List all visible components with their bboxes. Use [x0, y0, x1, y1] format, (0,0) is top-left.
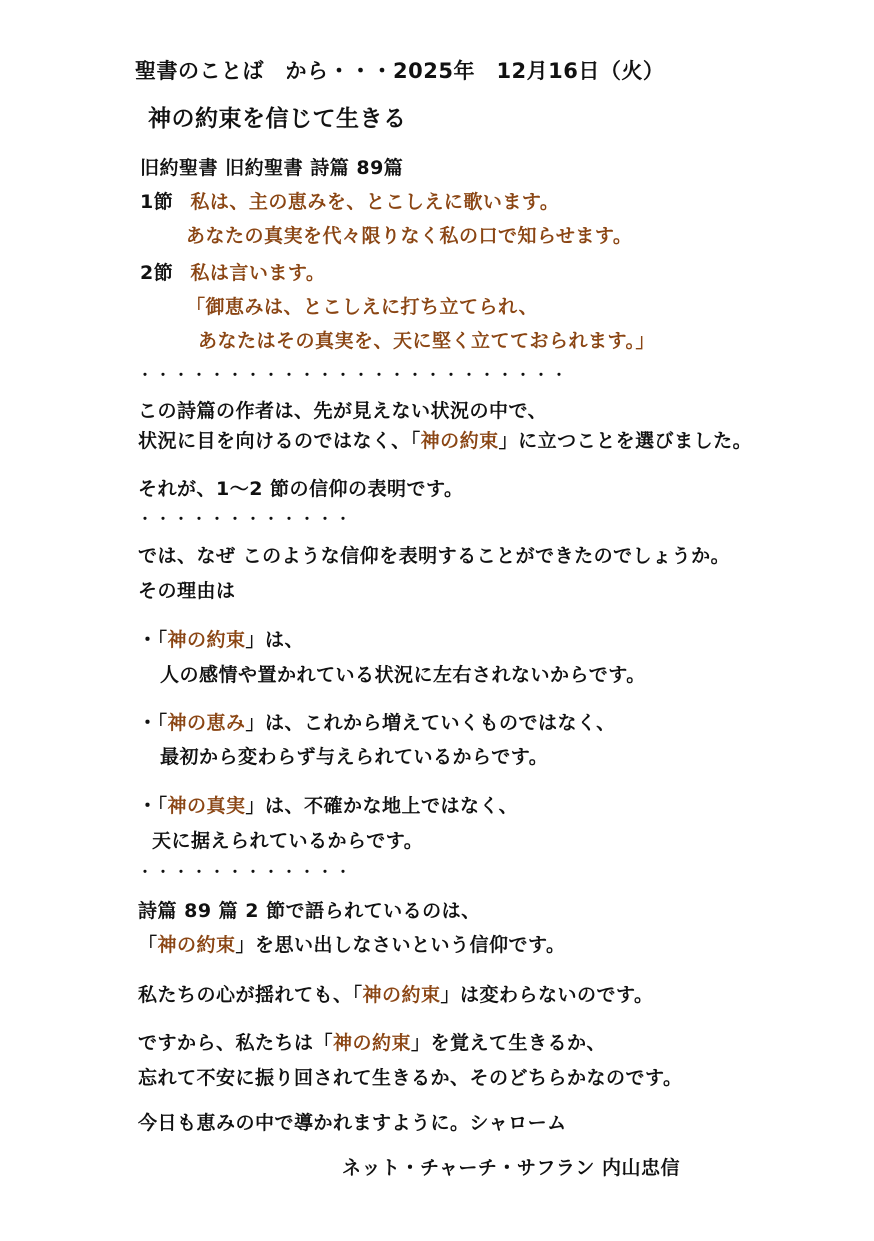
signature: ネット・チャーチ・サフラン 内山忠信: [342, 1157, 681, 1179]
highlight-grace: 神の恵み: [167, 712, 246, 734]
scripture-source: 旧約聖書 旧約聖書 詩篇 89篇: [140, 157, 404, 179]
text-segment: ですから、私たちは「: [138, 1032, 334, 1054]
text-segment: 」を覚えて生きるか、: [411, 1032, 607, 1054]
highlight-promise: 神の約束: [157, 934, 236, 956]
text-segment: 「: [138, 934, 158, 956]
text-segment: 」は、不確かな地上ではなく、: [245, 795, 519, 817]
text-segment: ・「: [138, 712, 168, 734]
text-segment: 」を思い出しなさいという信仰です。: [235, 934, 566, 956]
body-p5: 詩篇 89 篇 2 節で語られているのは、: [138, 900, 481, 922]
body-p3: では、なぜ このような信仰を表明することができたのでしょうか。: [138, 545, 731, 567]
text-segment: ・「: [138, 795, 168, 817]
text-segment: 」は、これから増えていくものではなく、: [245, 712, 616, 734]
body-p4: その理由は: [138, 580, 236, 602]
verse-1-text-a: 私は、主の恵みを、とこしえに歌います。: [190, 191, 560, 213]
highlight-truth: 神の真実: [167, 795, 246, 817]
text-segment: 」は変わらないのです。: [440, 984, 654, 1006]
text-segment: 状況に目を向けるのではなく、「: [138, 430, 421, 452]
separator-dots: ・・・・・・・・・・・・: [138, 865, 354, 881]
highlight-promise: 神の約束: [167, 629, 246, 651]
body-p7: [138, 982, 654, 1008]
verse-1-label: 1節: [140, 191, 174, 213]
text-segment: 私たちの心が揺れても、「: [138, 984, 363, 1006]
verse-2-text-c: あなたはその真実を、天に堅く立てておられます。」: [198, 330, 655, 352]
page-title: 神の約束を信じて生きる: [148, 106, 407, 132]
body-p1-a: この詩篇の作者は、先が見えない状況の中で、: [138, 400, 548, 422]
separator-dots: ・・・・・・・・・・・・: [138, 512, 354, 528]
verse-2-text-b: 「御恵みは、とこしえに打ち立てられ、: [186, 296, 539, 318]
verse-2-text-a: 私は言います。: [190, 262, 326, 284]
body-p1-b: [138, 428, 752, 454]
bullet-2-line-a: [138, 710, 616, 736]
body-p8-b: 忘れて不安に振り回されて生きるか、そのどちらかなのです。: [138, 1067, 683, 1089]
body-p2: それが、1～2 節の信仰の表明です。: [138, 478, 464, 500]
header-date-line: 聖書のことば から・・・2025年 12月16日（火）: [135, 59, 665, 83]
text-segment: 」は、: [245, 629, 305, 651]
bullet-2-line-b: 最初から変わらず与えられているからです。: [160, 746, 549, 768]
highlight-promise: 神の約束: [333, 1032, 412, 1054]
bullet-1-line-a: [138, 627, 304, 653]
separator-dots: ・・・・・・・・・・・・・・・・・・・・・・・・: [138, 368, 570, 384]
bullet-3-line-a: [138, 793, 518, 819]
bullet-3-line-b: 天に据えられているからです。: [152, 830, 424, 852]
body-p8-a: [138, 1030, 606, 1056]
verse-2-line-a: [140, 260, 325, 286]
closing-blessing: 今日も恵みの中で導かれますように。シャローム: [138, 1112, 567, 1134]
bullet-1-line-b: 人の感情や置かれている状況に左右されないからです。: [160, 664, 646, 686]
text-segment: 」に立つことを選びました。: [498, 430, 753, 452]
highlight-promise: 神の約束: [420, 430, 499, 452]
verse-1-line-a: [140, 189, 559, 215]
text-segment: ・「: [138, 629, 168, 651]
verse-1-text-b: あなたの真実を代々限りなく私の口で知らせます。: [186, 225, 633, 247]
verse-2-label: 2節: [140, 262, 174, 284]
highlight-promise: 神の約束: [362, 984, 441, 1006]
body-p6: [138, 932, 566, 958]
